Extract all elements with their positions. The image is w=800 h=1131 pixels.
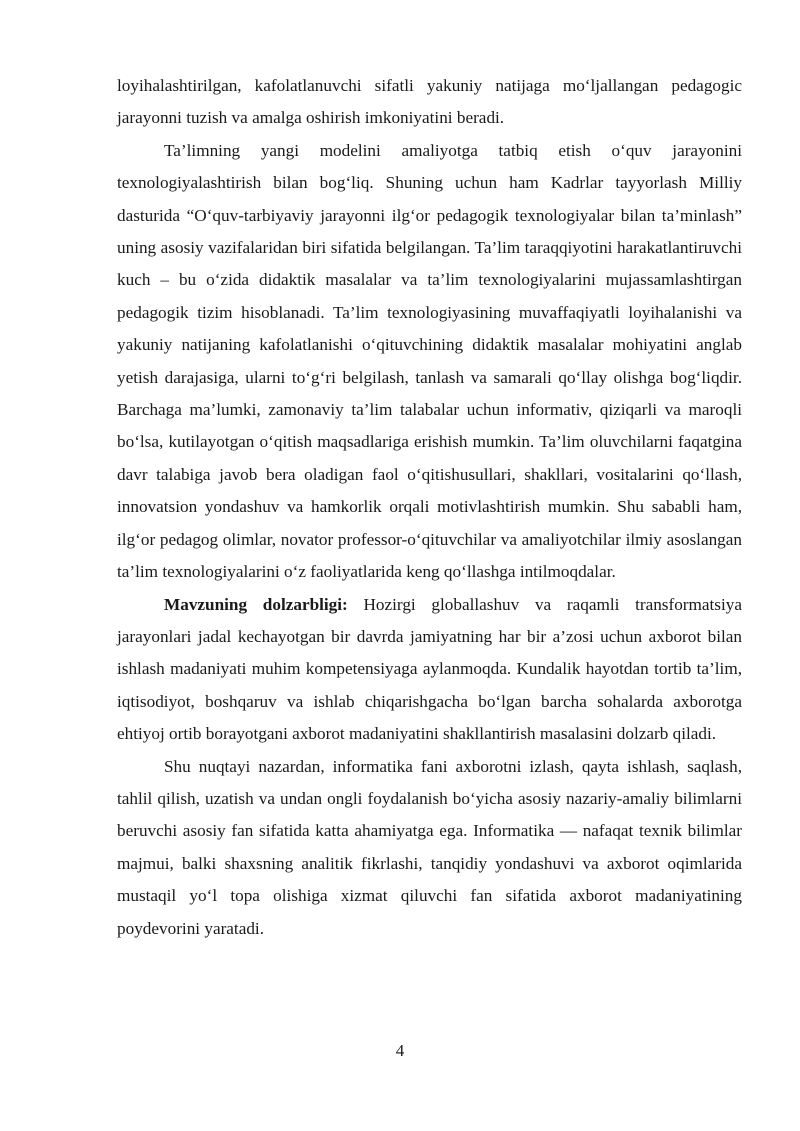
document-body (117, 70, 742, 945)
paragraph-topic-relevance (117, 589, 742, 751)
paragraph-informatics (117, 751, 742, 945)
paragraph-text: loyihalashtirilgan, kafolatlanuvchi sifatli yakuniy natijaga mo‘ljallangan pedagogic jarayonni tuzish va amalga oshirish imkoniyatini beradi. (117, 76, 742, 128)
page-number: 4 (395, 1041, 405, 1060)
paragraph-text: Hozirgi globallashuv va raqamli transformatsiya jarayonlari jadal kechayotgan bir davrda jamiyatning har bir a’zosi uchun axborot bilan ishlash madaniyati muhim kompetensiyaga aylanmoqda. Kundalik hayotdan tortib ta’lim, iqtisodiyot, boshqaruv va ishlab chiqarishgacha bo‘lgan barcha sohalarda axborotga ehtiyoj ortib borayotgani axborot madaniyatini shakllantirish masalasini dolzarb qiladi. (117, 594, 742, 744)
paragraph-text: Shu nuqtayi nazardan, informatika fani axborotni izlash, qayta ishlash, saqlash, tahlil qilish, uzatish va undan ongli foydalanish bo‘yicha asosiy nazariy-amaliy bilimlarni beruvchi asosiy fan sifatida katta ahamiyatga ega. Informatika — nafaqat texnik bilimlar majmui, balki shaxsning analitik fikrlashi, tanqidiy yondashuvi va axborot oqimlarida mustaqil yo‘l topa olishiga xizmat qiluvchi fan sifatida axborot madaniyatining poydevorini yaratadi. (117, 756, 742, 938)
paragraph-text: Ta’limning yangi modelini amaliyotga tatbiq etish o‘quv jarayonini texnologiyalashtirish bilan bog‘liq. Shuning uchun ham Kadrlar tayyorlash Milliy dasturida “O‘quv-tarbiyaviy jarayonni ilg‘or pedagogik texnologiyalar bilan ta’minlash” uning asosiy vazifalaridan biri sifatida belgilangan. Ta’lim taraqqiyotini harakatlantiruvchi kuch – bu o‘zida didaktik masalalar va ta’lim texnologiyalarini mujassamlashtirgan pedagogik tizim hisoblanadi. Ta’lim texnologiyasining muvaffaqiyatli loyihalanishi va yakuniy natijaning kafolatlanishi o‘qituvchining didaktik masalalar mohiyatini anglab yetish darajasiga, ularni to‘g‘ri belgilash, tanlash va samarali qo‘llay olishga bog‘liqdir. Barchaga ma’lumki, zamonaviy ta’lim talabalar uchun informativ, qiziqarli va maroqli bo‘lsa, kutilayotgan o‘qitish maqsadlariga erishish mumkin. Ta’lim oluvchilarni faqatgina davr talabiga javob bera oladigan faol o‘qitishusullari, shakllari, vositalarini qo‘llash, innovatsion yondashuv va hamkorlik orqali motivlashtirish mumkin. Shu sababli ham, ilg‘or pedagog olimlar, novator professor-o‘qituvchilar va amaliyotchilar ilmiy asoslangan ta’lim texnologiyalarini o‘z faoliyatlarida keng qo‘llashga intilmoqdalar. (117, 140, 742, 582)
paragraph-continuation (117, 70, 742, 135)
paragraph-education-technology (117, 135, 742, 589)
section-heading-inline: Mavzuning dolzarbligi: (164, 594, 348, 614)
